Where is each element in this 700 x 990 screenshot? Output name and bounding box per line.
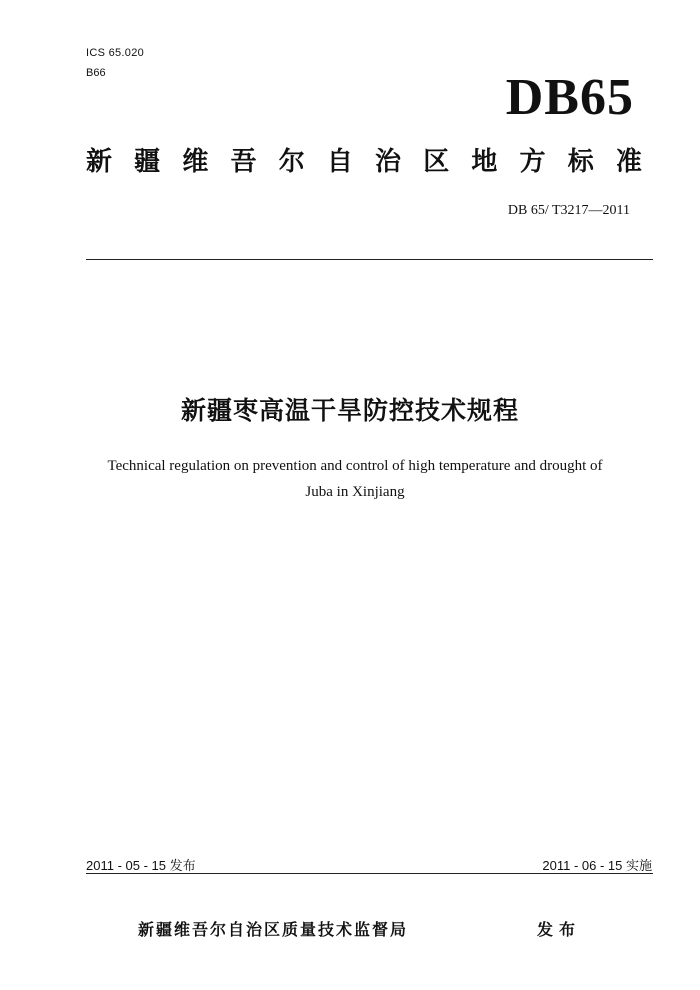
standard-type-char: 疆 xyxy=(134,147,161,177)
standard-type-char: 吾 xyxy=(230,147,257,177)
standard-type-char: 区 xyxy=(423,147,450,177)
standard-type-char: 新 xyxy=(86,147,113,177)
issuing-authority: 新疆维吾尔自治区质量技术监督局 xyxy=(138,920,409,939)
standard-type xyxy=(86,147,642,178)
implementation-date: 2011 - 06 - 15 实施 xyxy=(542,858,652,873)
db-logo: DB65 xyxy=(505,69,634,126)
standard-type-char: 准 xyxy=(615,147,642,177)
title-english xyxy=(50,453,660,505)
standard-type-char: 维 xyxy=(182,147,209,177)
title-english-line2: Juba in Xinjiang xyxy=(305,484,405,500)
standard-type-char: 治 xyxy=(375,147,402,177)
ccs-code: B66 xyxy=(86,67,106,79)
standard-type-char: 自 xyxy=(326,147,353,177)
standard-type-char: 方 xyxy=(519,147,546,177)
standard-type-char: 地 xyxy=(471,147,498,177)
standard-type-char: 尔 xyxy=(278,147,305,177)
standard-type-char: 标 xyxy=(567,147,594,177)
issue-date: 2011 - 05 - 15 发布 xyxy=(86,858,196,873)
ics-code: ICS 65.020 xyxy=(86,47,145,59)
title-chinese: 新疆枣高温干旱防控技术规程 xyxy=(180,396,519,425)
issue-label: 发布 xyxy=(537,920,582,939)
top-divider xyxy=(86,259,653,260)
standard-number: DB 65/ T3217—2011 xyxy=(507,203,630,218)
bottom-divider xyxy=(86,873,653,874)
title-english-line1: Technical regulation on prevention and control of high temperature and drought of xyxy=(107,458,603,474)
